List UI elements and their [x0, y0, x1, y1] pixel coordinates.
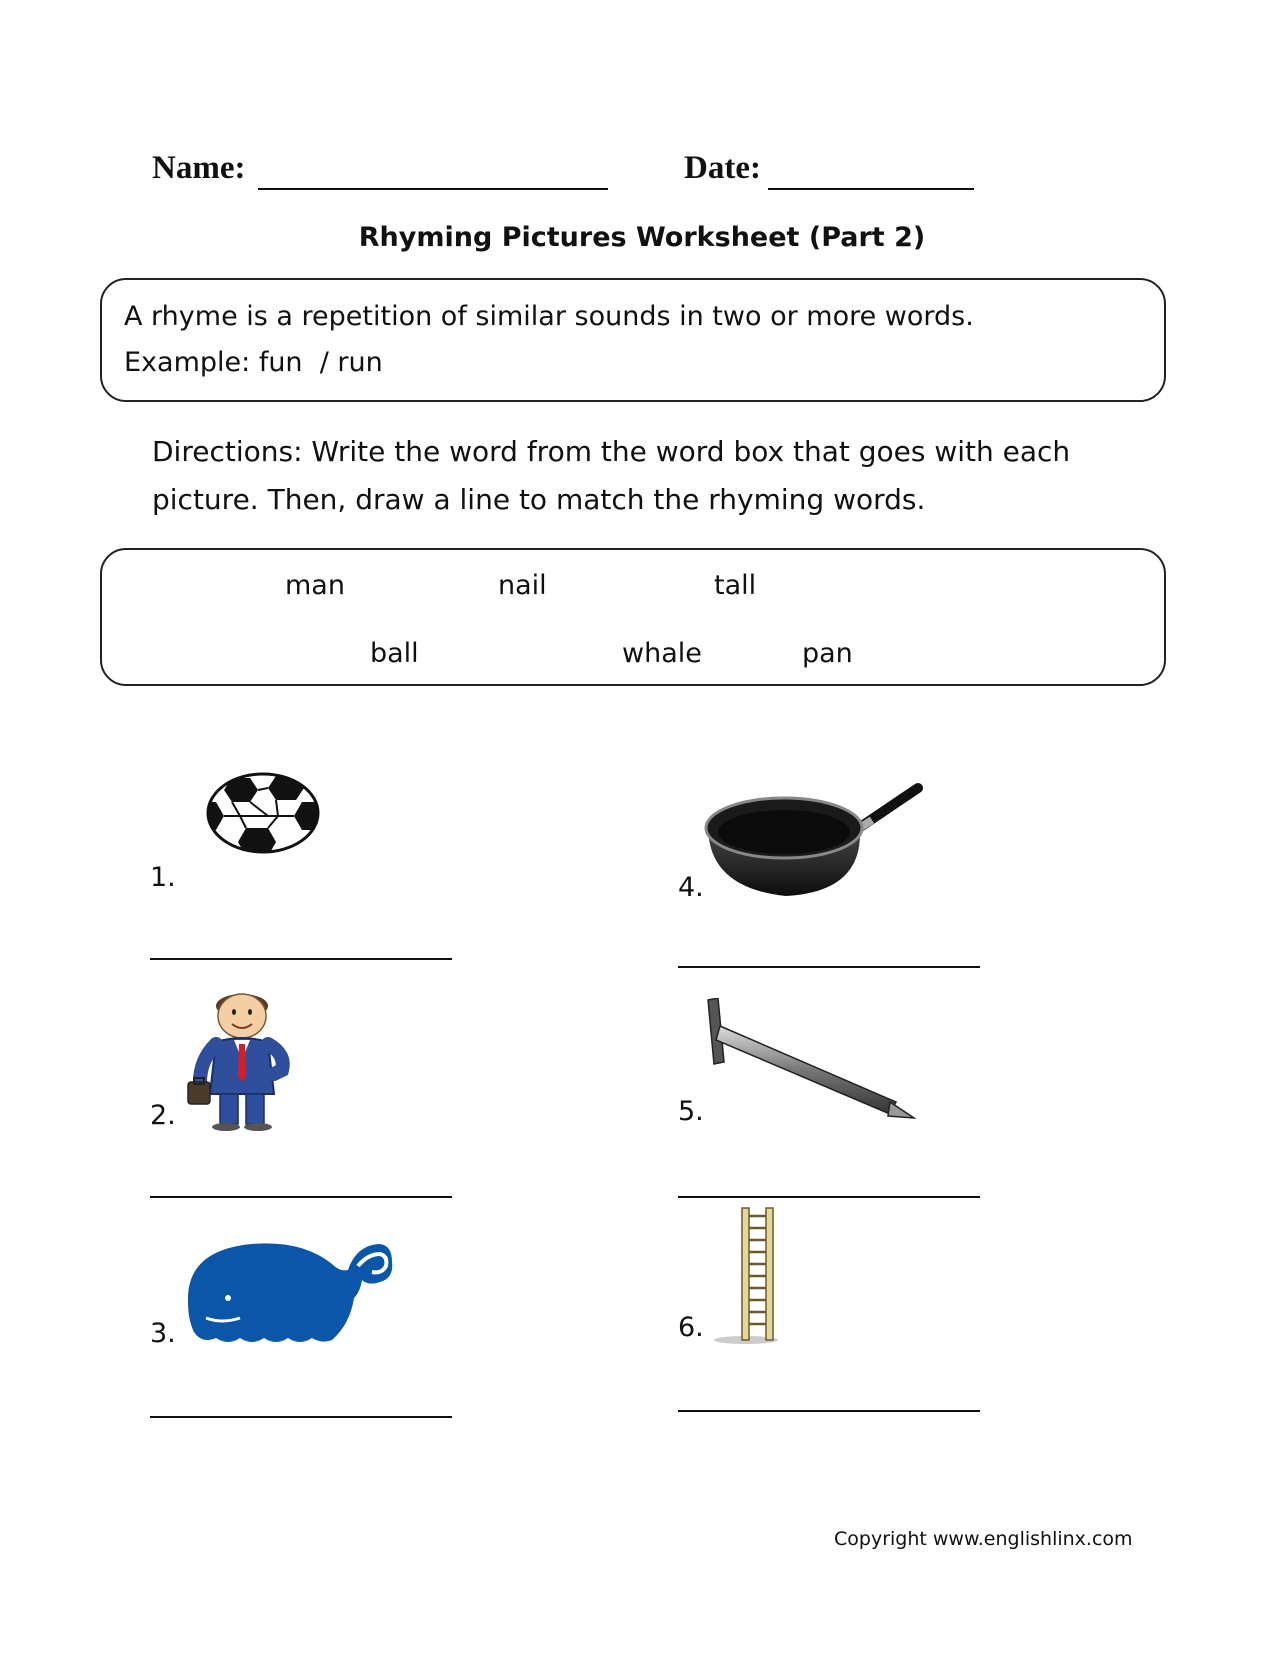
page-title: Rhyming Pictures Worksheet (Part 2): [358, 222, 926, 253]
soccer-ball-icon: [206, 772, 320, 854]
name-field[interactable]: [258, 188, 608, 190]
word-box-item: ball: [370, 638, 419, 669]
answer-line-6[interactable]: [678, 1410, 980, 1412]
answer-line-2[interactable]: [150, 1196, 452, 1198]
definition-box: [100, 278, 1166, 402]
answer-line-1[interactable]: [150, 958, 452, 960]
word-box: [100, 548, 1166, 686]
answer-line-3[interactable]: [150, 1416, 452, 1418]
definition-text: A rhyme is a repetition of similar sounds in two or more words.: [124, 301, 974, 332]
word-box-item: pan: [802, 638, 853, 669]
item-number: 2.: [150, 1100, 176, 1131]
name-label: Name:: [152, 150, 246, 186]
directions-line-2: picture. Then, draw a line to match the rhyming words.: [152, 483, 926, 516]
example-text: Example: fun / run: [124, 347, 383, 378]
directions-line-1: Directions: Write the word from the word box that goes with each: [152, 435, 1071, 468]
businessman-icon: [178, 990, 302, 1132]
nail-icon: [700, 998, 916, 1128]
word-box-item: whale: [622, 638, 702, 669]
word-box-item: nail: [498, 570, 547, 601]
word-box-item: tall: [714, 570, 757, 601]
answer-line-5[interactable]: [678, 1196, 980, 1198]
item-number: 1.: [150, 862, 176, 893]
copyright-text: Copyright www.englishlinx.com: [834, 1528, 1133, 1550]
word-box-item: man: [285, 570, 345, 601]
item-number: 3.: [150, 1318, 176, 1349]
frying-pan-icon: [704, 778, 926, 902]
item-number: 6.: [678, 1312, 704, 1343]
item-number: 4.: [678, 872, 704, 903]
date-field[interactable]: [768, 188, 974, 190]
ladder-icon: [712, 1206, 796, 1346]
item-number: 5.: [678, 1096, 704, 1127]
date-label: Date:: [684, 150, 761, 186]
answer-line-4[interactable]: [678, 966, 980, 968]
whale-icon: [182, 1232, 396, 1352]
